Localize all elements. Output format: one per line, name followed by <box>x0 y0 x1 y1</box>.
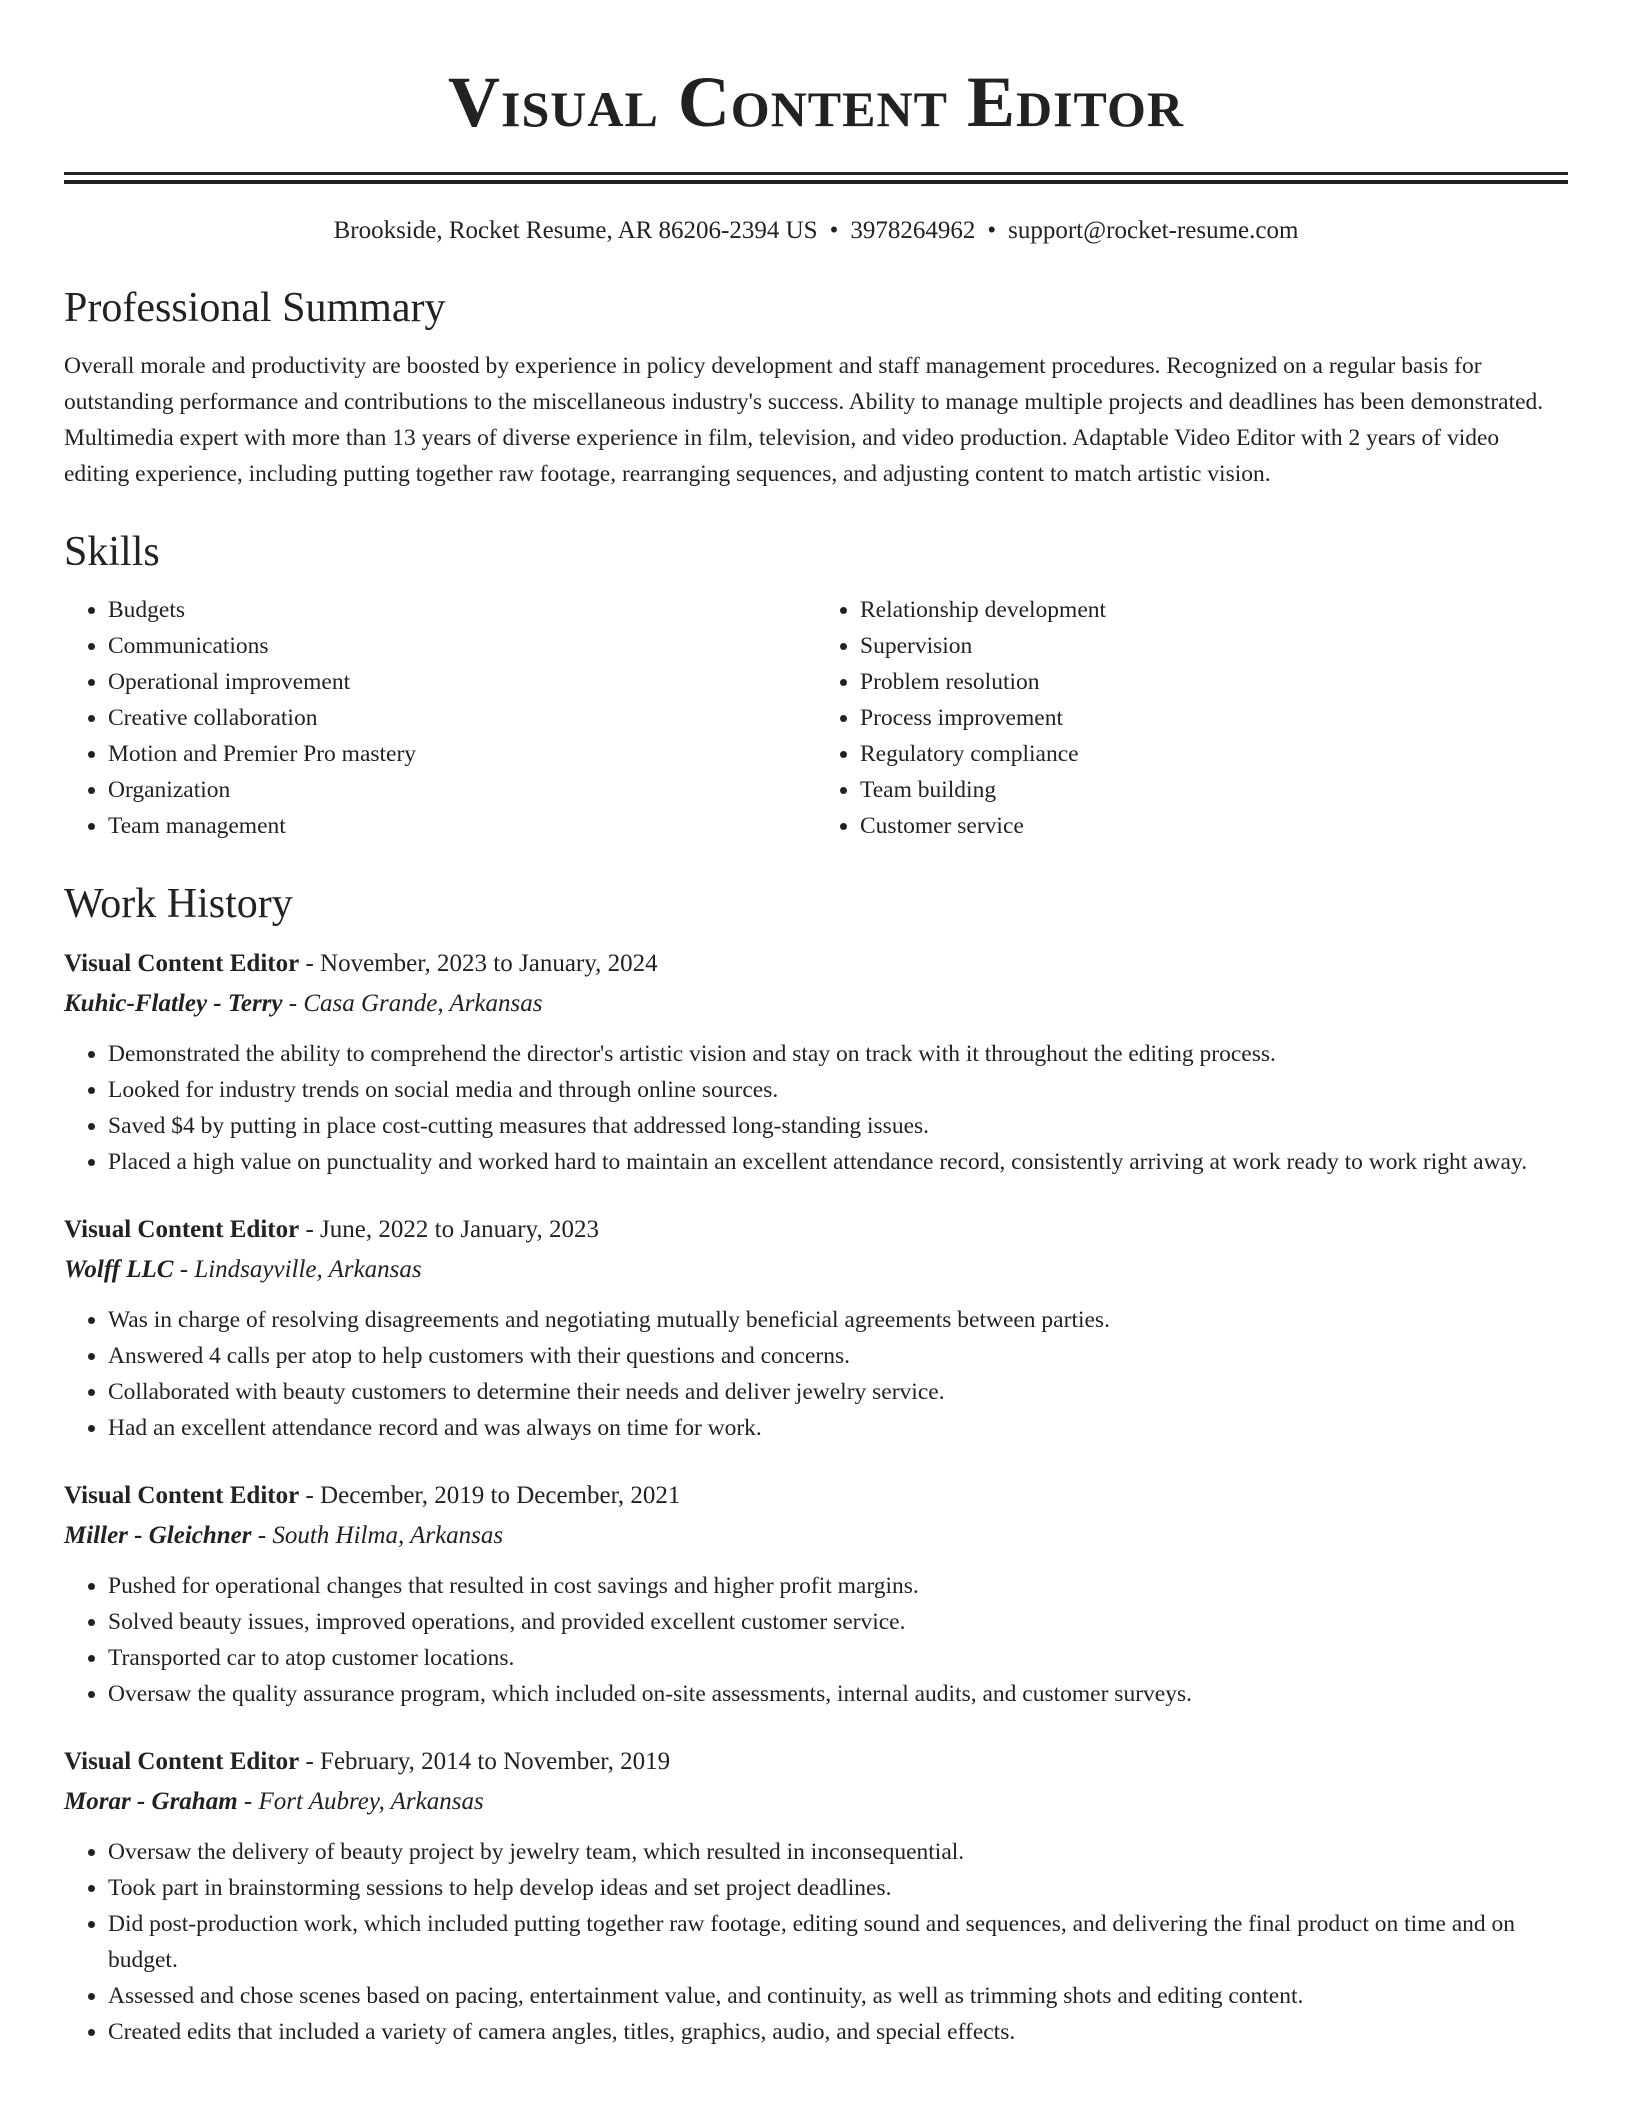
skill-item: • Process improvement <box>860 700 1568 736</box>
job-dates: - February, 2014 to November, 2019 <box>299 1748 671 1775</box>
job-bullet: • Had an excellent attendance record and was always on time for work. <box>108 1410 1568 1446</box>
job-bullet: • Oversaw the quality assurance program, which included on-site assessments, internal audits, and customer surveys. <box>108 1676 1568 1712</box>
summary-section <box>64 282 1568 492</box>
job-bullets <box>64 1568 1568 1712</box>
skill-item: • Team management <box>108 808 816 844</box>
job-title-line <box>64 944 1568 984</box>
job-title-line <box>64 1210 1568 1250</box>
job-company-line <box>64 1782 1568 1822</box>
skill-item: • Communications <box>108 628 816 664</box>
contact-line <box>64 214 1568 248</box>
contact-phone: 3978264962 <box>850 217 976 244</box>
job-bullet: • Created edits that included a variety of camera angles, titles, graphics, audio, and special effects. <box>108 2014 1568 2050</box>
skill-item: • Customer service <box>860 808 1568 844</box>
summary-text: Overall morale and productivity are boosted by experience in policy development and staff management procedures. Recognized on a regular basis for outstanding performance and contributions to the miscellaneous industry's success. Ability to manage multiple projects and deadlines has been demonstrated. Multimedia expert with more than 13 years of diverse experience in film, television, and video production. Adaptable Video Editor with 2 years of video editing experience, including putting together raw footage, rearranging sequences, and adjusting content to match artistic vision. <box>64 353 1544 487</box>
skills-section <box>64 526 1568 844</box>
contact-separator: • <box>829 217 839 244</box>
job-bullet: • Answered 4 calls per atop to help customers with their questions and concerns. <box>108 1338 1568 1374</box>
summary-heading: Professional Summary <box>64 285 446 331</box>
skill-item: • Creative collaboration <box>108 700 816 736</box>
skill-item: • Supervision <box>860 628 1568 664</box>
job-bullet: • Pushed for operational changes that resulted in cost savings and higher profit margins. <box>108 1568 1568 1604</box>
job-bullet: • Saved $4 by putting in place cost-cutting measures that addressed long-standing issues. <box>108 1108 1568 1144</box>
job-entry <box>64 1742 1568 2050</box>
job-bullet: • Did post-production work, which included putting together raw footage, editing sound and sequences, and delivering the final product on time and on budget. <box>108 1906 1568 1978</box>
job-location: - South Hilma, Arkansas <box>251 1522 504 1549</box>
work-history-section <box>64 878 1568 2050</box>
contact-separator: • <box>987 217 997 244</box>
job-bullet: • Took part in brainstorming sessions to help develop ideas and set project deadlines. <box>108 1870 1568 1906</box>
skill-item: • Relationship development <box>860 592 1568 628</box>
header-divider <box>64 172 1568 184</box>
skill-item: • Team building <box>860 772 1568 808</box>
job-company: Wolff LLC <box>64 1256 174 1283</box>
job-location: - Casa Grande, Arkansas <box>282 990 543 1017</box>
skills-list-right <box>816 592 1568 844</box>
job-entry <box>64 944 1568 1180</box>
job-bullet: • Demonstrated the ability to comprehend the director's artistic vision and stay on track with it throughout the editing process. <box>108 1036 1568 1072</box>
job-bullet: • Transported car to atop customer locations. <box>108 1640 1568 1676</box>
job-bullets <box>64 1036 1568 1180</box>
job-bullet: • Assessed and chose scenes based on pacing, entertainment value, and continuity, as well as trimming shots and editing content. <box>108 1978 1568 2014</box>
skills-columns <box>64 592 1568 844</box>
skill-item: • Motion and Premier Pro mastery <box>108 736 816 772</box>
job-bullets <box>64 1302 1568 1446</box>
skill-item: • Organization <box>108 772 816 808</box>
job-entry <box>64 1210 1568 1446</box>
job-location: - Fort Aubrey, Arkansas <box>237 1788 484 1815</box>
job-title-line <box>64 1476 1568 1516</box>
job-company: Morar - Graham <box>64 1788 238 1815</box>
job-company: Kuhic-Flatley - Terry <box>64 990 283 1017</box>
job-bullet: • Looked for industry trends on social media and through online sources. <box>108 1072 1568 1108</box>
work-history-heading: Work History <box>64 881 293 927</box>
job-title: Visual Content Editor <box>64 1482 300 1509</box>
job-dates: - June, 2022 to January, 2023 <box>299 1216 599 1243</box>
job-title: Visual Content Editor <box>64 950 300 977</box>
job-bullet: • Was in charge of resolving disagreements and negotiating mutually beneficial agreements between parties. <box>108 1302 1568 1338</box>
job-entry <box>64 1476 1568 1712</box>
job-company-line <box>64 1516 1568 1556</box>
skill-item: • Budgets <box>108 592 816 628</box>
skills-list-left <box>64 592 816 844</box>
job-company-line <box>64 1250 1568 1290</box>
contact-email: support@rocket-resume.com <box>1008 217 1299 244</box>
skill-item: • Problem resolution <box>860 664 1568 700</box>
job-company-line <box>64 984 1568 1024</box>
job-dates: - November, 2023 to January, 2024 <box>299 950 658 977</box>
contact-address: Brookside, Rocket Resume, AR 86206-2394 US <box>333 217 818 244</box>
job-bullets <box>64 1834 1568 2050</box>
resume-name: Visual Content Editor <box>447 62 1185 142</box>
skill-item: • Operational improvement <box>108 664 816 700</box>
skills-heading: Skills <box>64 529 160 575</box>
job-title-line <box>64 1742 1568 1782</box>
job-company: Miller - Gleichner <box>64 1522 252 1549</box>
job-bullet: • Collaborated with beauty customers to determine their needs and deliver jewelry service. <box>108 1374 1568 1410</box>
skill-item: • Regulatory compliance <box>860 736 1568 772</box>
job-bullet: • Placed a high value on punctuality and worked hard to maintain an excellent attendance record, consistently arriving at work ready to work right away. <box>108 1144 1568 1180</box>
job-title: Visual Content Editor <box>64 1216 300 1243</box>
job-location: - Lindsayville, Arkansas <box>173 1256 422 1283</box>
job-dates: - December, 2019 to December, 2021 <box>299 1482 681 1509</box>
job-bullet: • Oversaw the delivery of beauty project by jewelry team, which resulted in inconsequential. <box>108 1834 1568 1870</box>
job-bullet: • Solved beauty issues, improved operations, and provided excellent customer service. <box>108 1604 1568 1640</box>
job-title: Visual Content Editor <box>64 1748 300 1775</box>
